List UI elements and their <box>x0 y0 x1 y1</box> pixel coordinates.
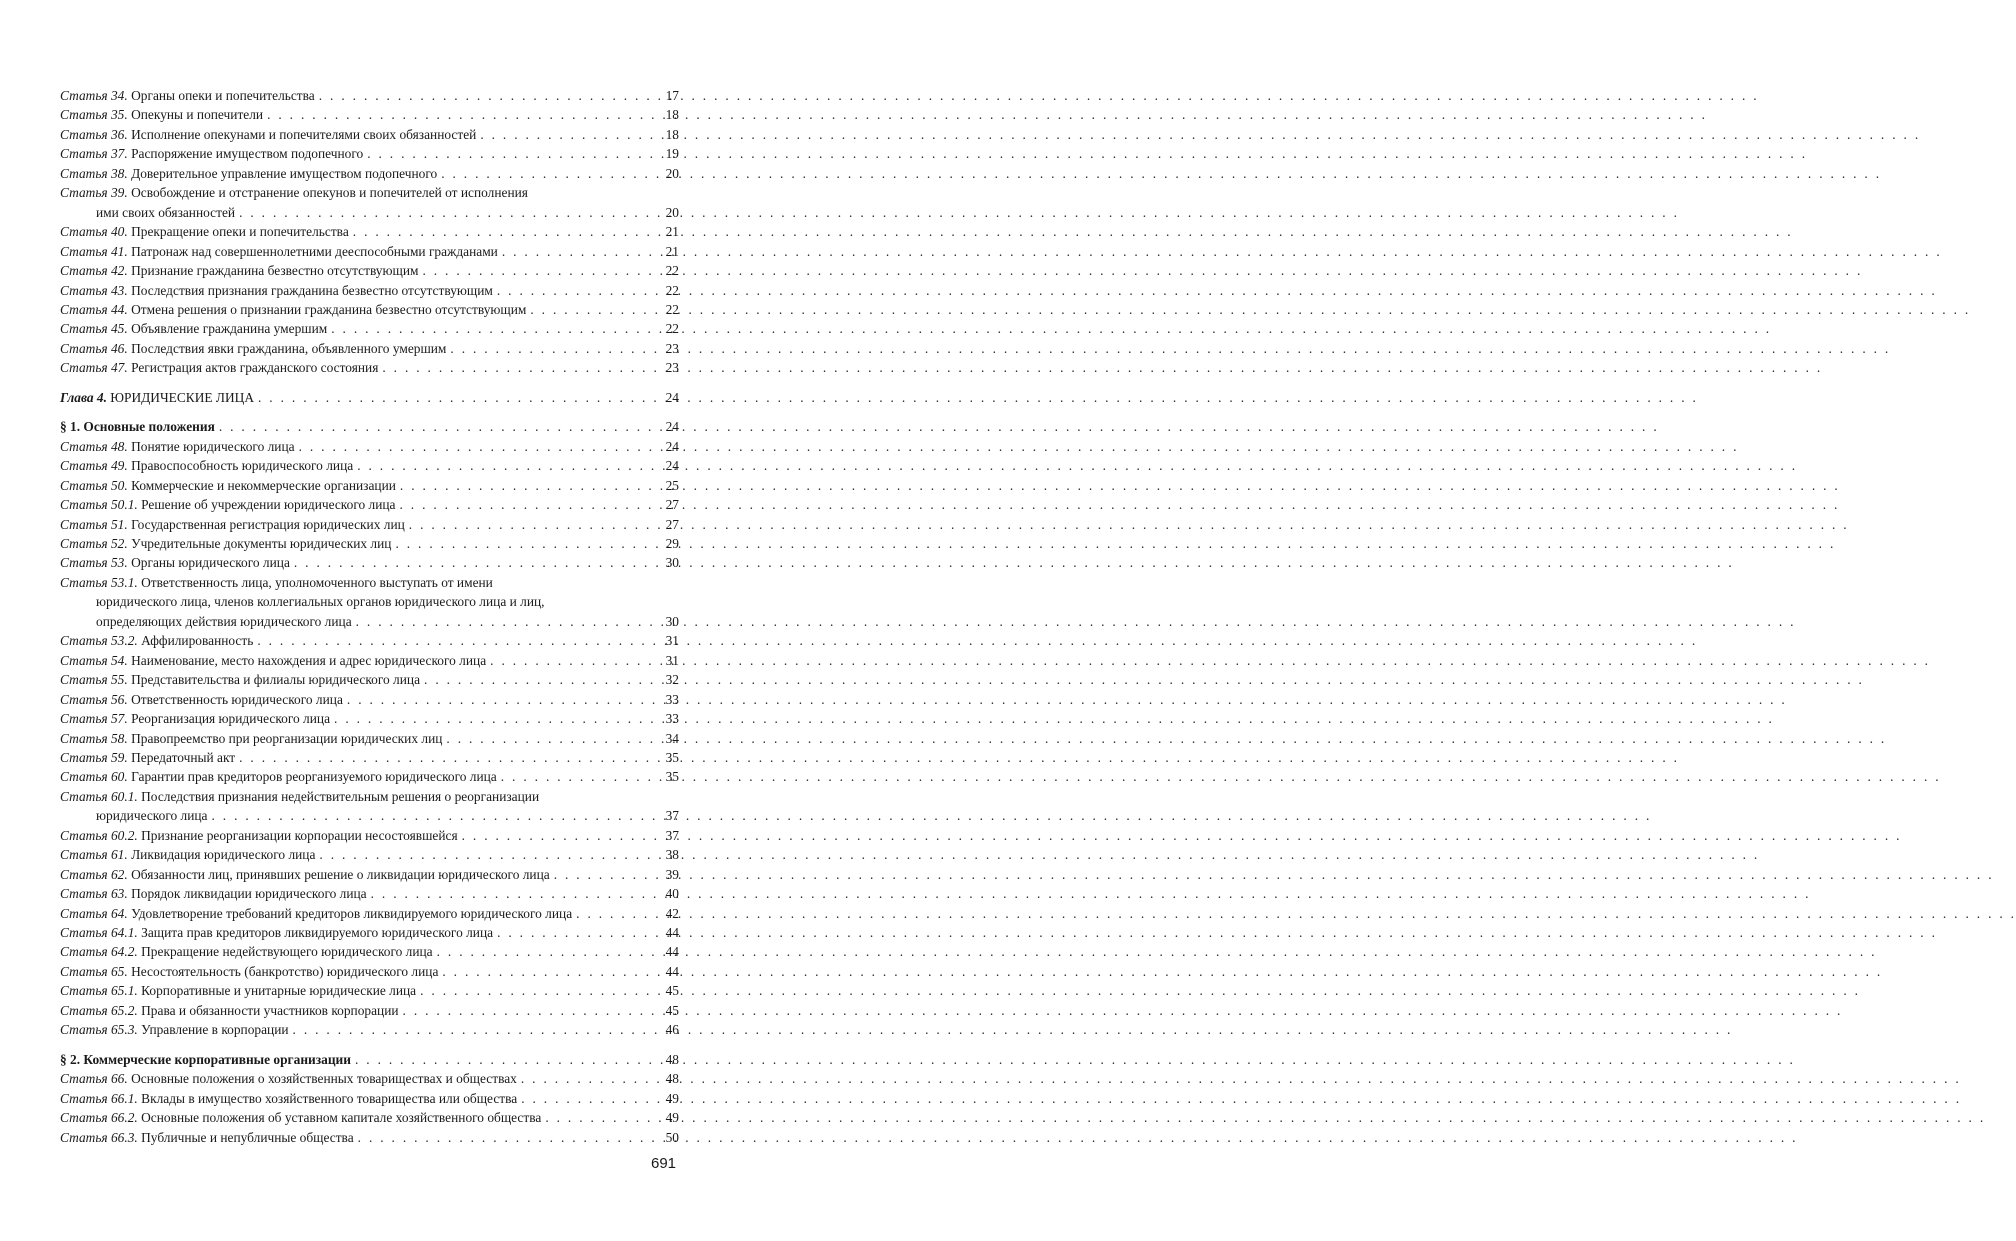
dot-leader <box>319 845 655 864</box>
toc-entry-title: Управление в корпорации <box>141 1022 289 1038</box>
toc-entry-title: Вклады в имущество хозяйственного товарищества или общества <box>141 1090 518 1106</box>
toc-entry-page: 20 <box>665 165 679 181</box>
toc-entry-page: 31 <box>665 633 679 649</box>
toc-entry-title: ими своих обязанностей <box>96 204 236 220</box>
toc-entry-title: Последствия признания недействительным решения о реорганизации <box>141 788 540 804</box>
toc-entry <box>60 942 679 961</box>
toc-entry-page: 50 <box>665 1129 679 1145</box>
dot-leader <box>490 651 655 670</box>
toc-entry <box>60 670 679 689</box>
toc-entry <box>60 690 679 709</box>
toc-entry-title: Коммерческие и некоммерческие организации <box>131 477 396 493</box>
toc-entry-page: 44 <box>665 944 679 960</box>
toc-entry-title: Удовлетворение требований кредиторов ликвидируемого юридического лица <box>131 905 573 921</box>
dot-leader <box>219 417 655 436</box>
toc-entry-prefix: Статья 60.1. <box>60 788 138 804</box>
toc-entry-title: Основные положения об уставном капитале хозяйственного общества <box>141 1110 542 1126</box>
toc-entry-title: определяющих действия юридического лица <box>96 613 352 629</box>
toc-entry-prefix: Статья 48. <box>60 438 128 454</box>
toc-entry-prefix: Статья 37. <box>60 146 128 162</box>
dot-leader <box>355 1050 655 1069</box>
toc-entry-prefix: Статья 50.1. <box>60 497 138 513</box>
toc-entry-title: Ликвидация юридического лица <box>131 847 316 863</box>
toc-entry-page: 48 <box>665 1051 679 1067</box>
toc-entry-page: 24 <box>665 438 679 454</box>
toc-entry-title: Права и обязанности участников корпорации <box>141 1002 399 1018</box>
toc-entry-page: 21 <box>665 224 679 240</box>
toc-entry-prefix: Статья 35. <box>60 107 128 123</box>
dot-leader <box>319 86 655 105</box>
toc-entry <box>60 1108 679 1127</box>
toc-entry-page: 32 <box>665 672 679 688</box>
dot-leader <box>347 690 655 709</box>
toc-entry-title: юридического лица <box>96 808 208 824</box>
toc-entry <box>60 865 679 884</box>
dot-leader <box>357 456 655 475</box>
dot-leader <box>331 319 655 338</box>
toc-entry-prefix: Статья 55. <box>60 672 128 688</box>
toc-entry-title: Аффилированность <box>141 633 254 649</box>
toc-entry <box>60 651 679 670</box>
toc-entry-title: Защита прав кредиторов ликвидируемого юридического лица <box>141 925 494 941</box>
toc-entry-page: 49 <box>665 1090 679 1106</box>
toc-entry-title: § 2. Коммерческие корпоративные организации <box>60 1051 351 1067</box>
toc-entry-page: 45 <box>665 1002 679 1018</box>
dot-leader <box>521 1089 655 1108</box>
toc-entry <box>60 962 679 981</box>
toc-entry-prefix: Статья 65.2. <box>60 1002 138 1018</box>
toc-entry-title: Регистрация актов гражданского состояния <box>131 360 379 376</box>
toc-entry-title: Гарантии прав кредиторов реорганизуемого юридического лица <box>131 769 497 785</box>
toc-entry-page: 19 <box>665 146 679 162</box>
toc-chapter <box>60 388 679 407</box>
toc-entry-title: Доверительное управление имуществом подопечного <box>131 165 438 181</box>
toc-entry-prefix: Статья 65. <box>60 963 128 979</box>
toc-entry <box>60 164 679 183</box>
toc-entry-title: Учредительные документы юридических лиц <box>131 535 392 551</box>
toc-entry-page: 29 <box>665 535 679 551</box>
dot-leader <box>420 981 655 1000</box>
toc-entry-prefix: Статья 51. <box>60 516 128 532</box>
toc-entry-prefix: Статья 44. <box>60 301 128 317</box>
table-of-contents <box>60 86 679 1147</box>
toc-entry-title: Распоряжение имуществом подопечного <box>131 146 364 162</box>
dot-leader <box>353 222 655 241</box>
toc-entry-prefix: Статья 65.1. <box>60 983 138 999</box>
dot-leader <box>446 729 655 748</box>
toc-entry-prefix: Статья 57. <box>60 711 128 727</box>
toc-entry-prefix: Статья 52. <box>60 535 128 551</box>
toc-entry-title: Основные положения о хозяйственных товариществах и обществах <box>131 1071 517 1087</box>
toc-entry <box>60 534 679 553</box>
toc-entry-page: 18 <box>665 126 679 142</box>
toc-entry <box>60 729 679 748</box>
toc-entry-page: 45 <box>665 983 679 999</box>
toc-entry <box>60 515 679 534</box>
dot-leader <box>239 748 655 767</box>
toc-entry <box>60 826 679 845</box>
toc-entry <box>60 1089 679 1108</box>
dot-leader <box>395 534 655 553</box>
toc-entry-prefix: Статья 42. <box>60 263 128 279</box>
dot-leader <box>502 242 655 261</box>
dot-leader <box>545 1108 655 1127</box>
toc-entry-page: 44 <box>665 963 679 979</box>
dot-leader <box>334 709 655 728</box>
dot-leader <box>450 339 655 358</box>
toc-entry-prefix: Статья 61. <box>60 847 128 863</box>
toc-entry-title: Последствия явки гражданина, объявленного умершим <box>131 340 447 356</box>
toc-entry-prefix: Статья 62. <box>60 866 128 882</box>
toc-entry <box>60 281 679 300</box>
toc-entry-prefix: Статья 66.3. <box>60 1129 138 1145</box>
toc-entry-title: Публичные и непубличные общества <box>141 1129 354 1145</box>
toc-entry-prefix: Статья 60.2. <box>60 827 138 843</box>
toc-entry-title: Представительства и филиалы юридического лица <box>131 672 421 688</box>
toc-entry-prefix: Статья 50. <box>60 477 128 493</box>
toc-entry-page: 22 <box>665 301 679 317</box>
dot-leader <box>409 515 655 534</box>
dot-leader <box>211 806 655 825</box>
toc-entry <box>60 767 679 786</box>
toc-entry-prefix: Статья 45. <box>60 321 128 337</box>
toc-entry-prefix: Статья 40. <box>60 224 128 240</box>
toc-entry-title: Ответственность лица, уполномоченного выступать от имени <box>141 574 493 590</box>
toc-entry-prefix: Статья 56. <box>60 691 128 707</box>
toc-entry-page: 30 <box>665 613 679 629</box>
toc-entry <box>60 125 679 144</box>
toc-entry <box>60 144 679 163</box>
toc-entry-title: Государственная регистрация юридических лиц <box>131 516 405 532</box>
toc-entry-prefix: Статья 34. <box>60 88 128 103</box>
toc-entry-page: 35 <box>665 769 679 785</box>
dot-leader <box>258 388 655 407</box>
toc-entry-page: 22 <box>665 282 679 298</box>
toc-entry <box>60 1128 679 1147</box>
toc-entry <box>60 787 679 826</box>
dot-leader <box>239 203 655 222</box>
toc-entry <box>60 319 679 338</box>
toc-entry-prefix: Статья 41. <box>60 243 128 259</box>
toc-entry-prefix: Статья 58. <box>60 730 128 746</box>
dot-leader <box>400 495 656 514</box>
toc-entry-prefix: Статья 53.2. <box>60 633 138 649</box>
toc-entry-prefix: Статья 53.1. <box>60 574 138 590</box>
toc-entry-prefix: Статья 63. <box>60 886 128 902</box>
dot-leader <box>356 612 655 631</box>
toc-entry-page: 49 <box>665 1110 679 1126</box>
dot-leader <box>403 1001 655 1020</box>
toc-entry <box>60 573 679 631</box>
dot-leader <box>480 125 655 144</box>
toc-entry-page: 34 <box>665 730 679 746</box>
toc-section <box>60 1050 679 1069</box>
dot-leader <box>382 358 655 377</box>
toc-entry-page: 33 <box>665 711 679 727</box>
toc-entry-title: Опекуны и попечители <box>131 107 264 123</box>
toc-entry-page: 24 <box>665 458 679 474</box>
toc-entry-prefix: Статья 36. <box>60 126 128 142</box>
toc-entry <box>60 1069 679 1088</box>
toc-entry <box>60 884 679 903</box>
toc-entry-page: 23 <box>665 360 679 376</box>
toc-entry-prefix: Статья 59. <box>60 749 128 765</box>
dot-leader <box>293 1020 655 1039</box>
toc-entry-title: Органы опеки и попечительства <box>131 88 315 103</box>
toc-entry <box>60 495 679 514</box>
toc-entry-page: 24 <box>665 419 679 435</box>
toc-entry <box>60 981 679 1000</box>
toc-entry <box>60 358 679 377</box>
toc-entry-prefix: Статья 64.2. <box>60 944 138 960</box>
toc-entry-page: 38 <box>665 847 679 863</box>
toc-entry-page: 22 <box>665 263 679 279</box>
dot-leader <box>424 670 655 689</box>
toc-entry <box>60 553 679 572</box>
toc-entry-title: Обязанности лиц, принявших решение о ликвидации юридического лица <box>131 866 550 882</box>
toc-entry-title: Решение об учреждении юридического лица <box>141 497 396 513</box>
toc-entry <box>60 923 679 942</box>
toc-entry-title: § 1. Основные положения <box>60 419 215 435</box>
toc-entry-title: Наименование, место нахождения и адрес юридического лица <box>131 652 487 668</box>
toc-entry-page: 17 <box>665 88 679 103</box>
toc-entry-title: юридического лица, членов коллегиальных органов юридического лица и лиц, <box>96 594 545 610</box>
toc-entry-prefix: Статья 66.1. <box>60 1090 138 1106</box>
toc-entry-title: Объявление гражданина умершим <box>131 321 328 337</box>
toc-entry-prefix: Статья 53. <box>60 555 128 571</box>
toc-entry-prefix: Статья 60. <box>60 769 128 785</box>
toc-entry-title: Отмена решения о признании гражданина безвестно отсутствующим <box>131 301 527 317</box>
toc-entry-title: Освобождение и отстранение опекунов и попечителей от исполнения <box>131 185 528 201</box>
toc-entry-page: 37 <box>665 827 679 843</box>
toc-entry <box>60 456 679 475</box>
toc-entry-page: 31 <box>665 652 679 668</box>
toc-entry-prefix: Статья 66.2. <box>60 1110 138 1126</box>
dot-leader <box>299 437 655 456</box>
toc-entry-title: Последствия признания гражданина безвестно отсутствующим <box>131 282 493 298</box>
toc-entry-title: Ответственность юридического лица <box>131 691 343 707</box>
toc-entry <box>60 904 679 923</box>
toc-entry-prefix: Статья 46. <box>60 340 128 356</box>
toc-entry <box>60 86 679 105</box>
toc-entry-title: Несостоятельность (банкротство) юридического лица <box>131 963 439 979</box>
toc-entry <box>60 105 679 124</box>
toc-entry-page: 42 <box>665 905 679 921</box>
dot-leader <box>422 261 655 280</box>
toc-entry-page: 40 <box>665 886 679 902</box>
toc-entry-title: Понятие юридического лица <box>131 438 295 454</box>
toc-entry <box>60 1001 679 1020</box>
dot-leader <box>530 300 655 319</box>
dot-leader <box>358 1128 655 1147</box>
toc-entry-page: 48 <box>665 1071 679 1087</box>
toc-entry <box>60 437 679 456</box>
dot-leader <box>294 553 655 572</box>
toc-entry-title: Патронаж над совершеннолетними дееспособными гражданами <box>131 243 498 259</box>
toc-entry-title: Признание гражданина безвестно отсутствующим <box>131 263 419 279</box>
dot-leader <box>437 942 655 961</box>
toc-entry-page: 21 <box>665 243 679 259</box>
toc-entry-page: 24 <box>665 389 679 405</box>
toc-entry <box>60 748 679 767</box>
toc-entry-prefix: Статья 43. <box>60 282 128 298</box>
dot-leader <box>267 105 655 124</box>
toc-entry-page: 46 <box>665 1022 679 1038</box>
toc-entry-title: Реорганизация юридического лица <box>131 711 331 727</box>
toc-entry <box>60 476 679 495</box>
toc-entry-title: Признание реорганизации корпорации несостоявшейся <box>141 827 458 843</box>
toc-entry-page: 27 <box>665 497 679 513</box>
toc-entry <box>60 709 679 728</box>
toc-entry-prefix: Статья 65.3. <box>60 1022 138 1038</box>
toc-entry-page: 20 <box>665 204 679 220</box>
toc-entry-prefix: Статья 54. <box>60 652 128 668</box>
toc-entry-page: 35 <box>665 749 679 765</box>
toc-entry <box>60 300 679 319</box>
toc-entry-title: Прекращение опеки и попечительства <box>131 224 349 240</box>
toc-entry-title: Передаточный акт <box>131 749 236 765</box>
toc-entry <box>60 222 679 241</box>
toc-entry-prefix: Статья 47. <box>60 360 128 376</box>
dot-leader <box>576 904 655 923</box>
dot-leader <box>462 826 655 845</box>
toc-entry-prefix: Статья 39. <box>60 185 128 201</box>
toc-entry-page: 39 <box>665 866 679 882</box>
toc-entry <box>60 339 679 358</box>
toc-entry-prefix: Статья 64.1. <box>60 925 138 941</box>
toc-entry-title: Исполнение опекунами и попечителями своих обязанностей <box>131 126 477 142</box>
toc-entry-title: Корпоративные и унитарные юридические лица <box>141 983 417 999</box>
dot-leader <box>442 962 655 981</box>
toc-entry-page: 30 <box>665 555 679 571</box>
toc-entry-page: 44 <box>665 925 679 941</box>
dot-leader <box>441 164 655 183</box>
toc-section <box>60 417 679 436</box>
toc-entry <box>60 261 679 280</box>
dot-leader <box>371 884 655 903</box>
toc-entry-page: 27 <box>665 516 679 532</box>
toc-entry-prefix: Статья 64. <box>60 905 128 921</box>
toc-entry <box>60 631 679 650</box>
toc-entry-page: 18 <box>665 107 679 123</box>
dot-leader <box>367 144 655 163</box>
toc-entry <box>60 845 679 864</box>
dot-leader <box>521 1069 655 1088</box>
toc-entry-page: 22 <box>665 321 679 337</box>
toc-entry-title: Правоспособность юридического лица <box>131 458 354 474</box>
toc-entry-title: ЮРИДИЧЕСКИЕ ЛИЦА <box>110 389 255 405</box>
toc-entry-prefix: Статья 66. <box>60 1071 128 1087</box>
dot-leader <box>554 865 655 884</box>
toc-entry <box>60 1020 679 1039</box>
dot-leader <box>497 923 655 942</box>
toc-entry-prefix: Статья 38. <box>60 165 128 181</box>
dot-leader <box>400 476 655 495</box>
dot-leader <box>497 281 655 300</box>
toc-entry-prefix: Статья 49. <box>60 458 128 474</box>
toc-entry-page: 33 <box>665 691 679 707</box>
toc-entry-page: 37 <box>665 808 679 824</box>
toc-entry-title: Органы юридического лица <box>131 555 290 571</box>
page-number: 691 <box>651 1155 677 1172</box>
toc-entry <box>60 183 679 222</box>
toc-entry-title: Порядок ликвидации юридического лица <box>131 886 367 902</box>
toc-entry-page: 25 <box>665 477 679 493</box>
dot-leader <box>257 631 655 650</box>
dot-leader <box>501 767 655 786</box>
toc-entry-prefix: Глава 4. <box>60 389 107 405</box>
toc-entry-title: Правопреемство при реорганизации юридических лиц <box>131 730 443 746</box>
toc-entry-page: 23 <box>665 340 679 356</box>
toc-entry <box>60 242 679 261</box>
toc-entry-title: Прекращение недействующего юридического лица <box>141 944 433 960</box>
